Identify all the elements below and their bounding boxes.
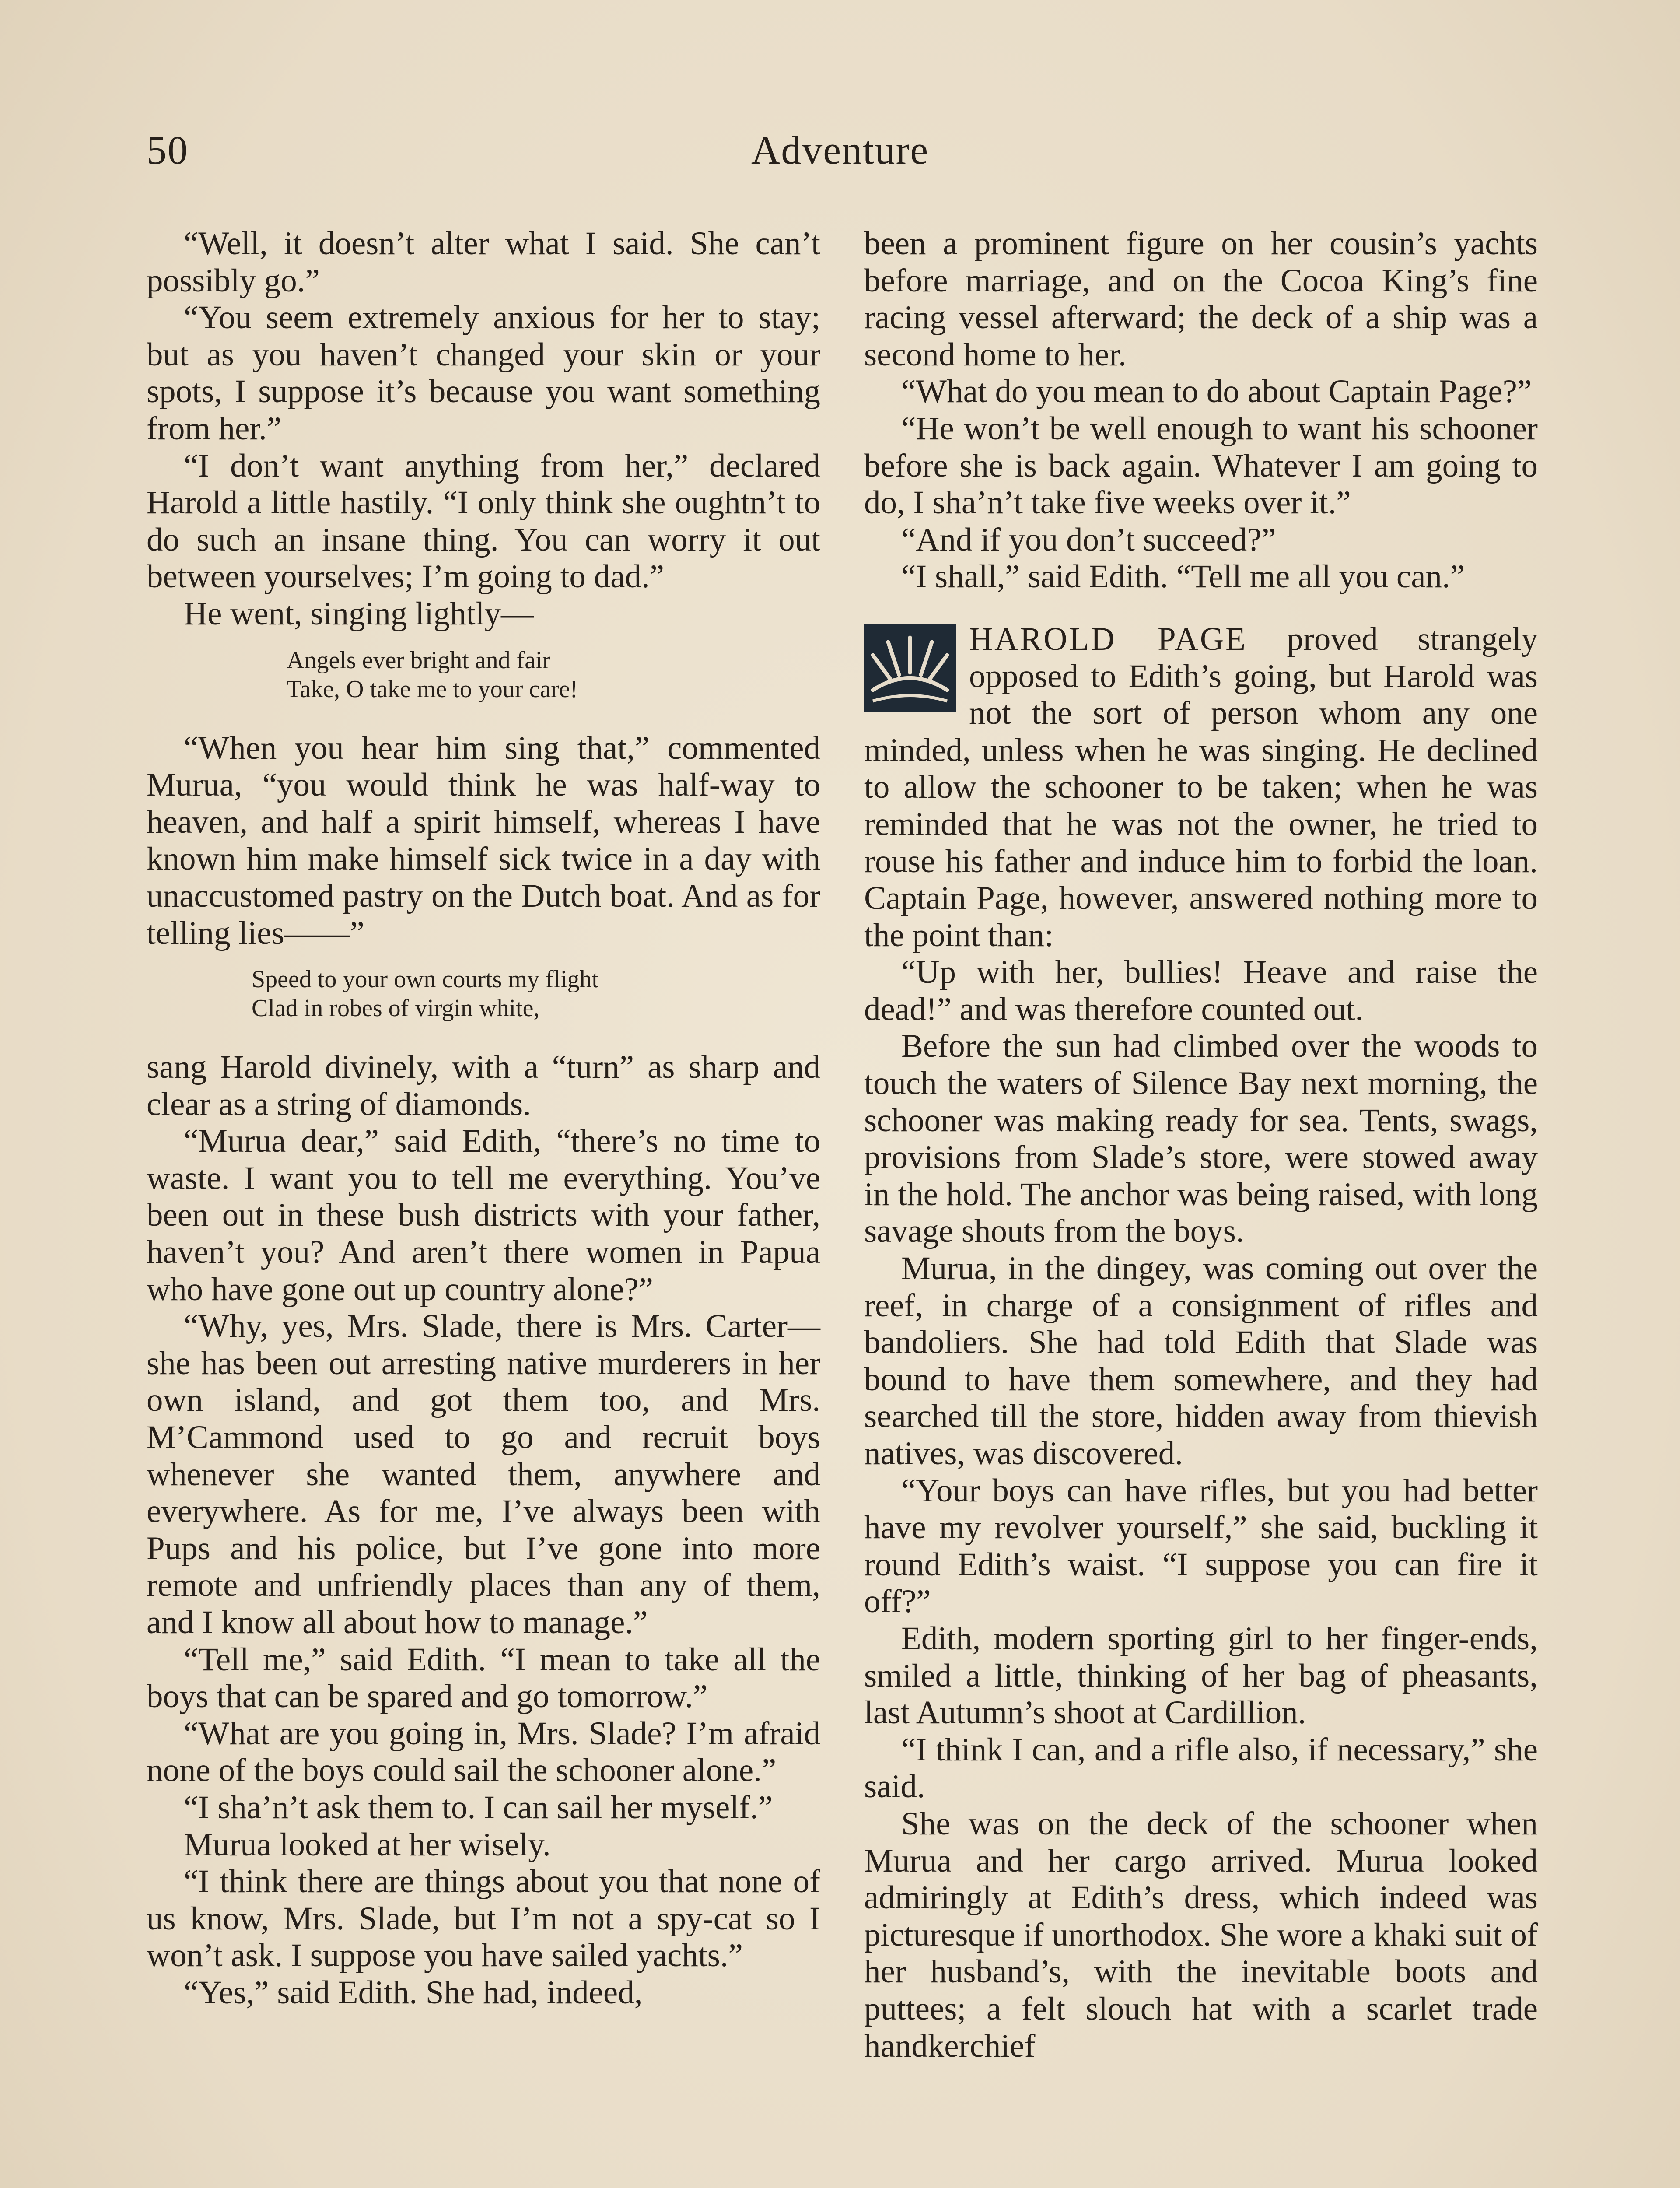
paragraph: “When you hear him sing that,” commented Murua, “you would think he was half-way to heaven, and half a spirit himself, whereas I have known him make himself sick twice in a day with unaccustomed pastry on the Dutch boat. And as for telling lies——” xyxy=(147,729,820,951)
paragraph: “I think there are things about you that none of us know, Mrs. Slade, but I’m not a spy-cat so I won’t ask. I suppose you have sailed yachts.” xyxy=(147,1863,820,1974)
paragraph: “Your boys can have rifles, but you had better have my revolver yourself,” she said, buckling it round Edith’s waist. “I suppose you can fire it off?” xyxy=(864,1472,1538,1620)
section-lead-in: HAROLD PAGE xyxy=(969,621,1247,657)
verse-line: Angels ever bright and fair xyxy=(287,646,551,674)
paragraph: “Yes,” said Edith. She had, indeed, xyxy=(184,1974,643,2011)
paragraph: “He won’t be well enough to want his schooner before she is back again. Whatever I am going to do, I sha’n’t take five weeks over it.” xyxy=(864,410,1538,521)
paragraph: “I sha’n’t ask them to. I can sail her myself.” xyxy=(184,1789,773,1826)
paragraph: sang Harold divinely, with a “turn” as sharp and clear as a string of diamonds. xyxy=(147,1049,820,1122)
paragraph: been a prominent figure on her cousin’s yachts before marriage, and on the Cocoa King’s fine racing vessel afterward; the deck of a ship was a second home to her. xyxy=(864,225,1538,373)
section-break xyxy=(864,621,1538,954)
verse-quote xyxy=(147,646,820,704)
paragraph: “Tell me,” said Edith. “I mean to take all the boys that can be spared and go tomorrow.” xyxy=(147,1641,820,1715)
right-column xyxy=(864,225,1538,2065)
verse-line: Clad in robes of virgin white, xyxy=(252,995,540,1022)
paragraph: “Why, yes, Mrs. Slade, there is Mrs. Carter—she has been out arresting native murderers in her own island, and got them too, and Mrs. M’Cammond used to go and recruit boys whenever she wanted them, anywhere and everywhere. As for me, I’ve always been with Pups and his police, but I’ve gone into more remote and unfriendly places than any of them, and I know all about how to manage.” xyxy=(147,1308,820,1641)
paragraph: “What are you going in, Mrs. Slade? I’m afraid none of the boys could sail the schooner alone.” xyxy=(147,1715,820,1789)
paragraph: “And if you don’t succeed?” xyxy=(901,521,1276,558)
paragraph: Edith, modern sporting girl to her finger-ends, smiled a little, thinking of her bag of pheasants, last Autumn’s shoot at Cardillion. xyxy=(864,1620,1538,1731)
paragraph: He went, singing lightly— xyxy=(184,595,534,632)
paragraph: Murua, in the dingey, was coming out over the reef, in charge of a consignment of rifles and bandoliers. She had told Edith that Slade was bound to have them somewhere, and they had searched till the store, hidden away from thievish natives, was discovered. xyxy=(864,1250,1538,1472)
section-body-text: proved strangely opposed to Edith’s going, but Harold was not the sort of person whom any one minded, unless when he was singing. He declined to allow the schooner to be taken; when he was reminded that he was not the owner, he tried to rouse his father and induce him to forbid the loan. Captain Page, however, answered nothing more to the point than: xyxy=(864,621,1538,954)
paragraph: “Well, it doesn’t alter what I said. She can’t possibly go.” xyxy=(147,225,820,299)
paragraph: “I shall,” said Edith. “Tell me all you can.” xyxy=(901,558,1465,595)
paragraph: “Up with her, bullies! Heave and raise the dead!” and was therefore counted out. xyxy=(864,954,1538,1027)
verse-quote xyxy=(147,965,820,1023)
running-head: Adventure xyxy=(751,128,929,172)
paragraph: “What do you mean to do about Captain Page?” xyxy=(901,373,1532,410)
paragraph: “Murua dear,” said Edith, “there’s no time to waste. I want you to tell me everything. You’ve been out in these bush districts with your father, haven’t you? And aren’t there women in Papua who have gone out up country alone?” xyxy=(147,1123,820,1308)
paragraph: “I think I can, and a rifle also, if necessary,” she said. xyxy=(864,1731,1538,1805)
verse-line: Speed to your own courts my flight xyxy=(252,966,599,993)
left-column xyxy=(147,225,820,2012)
section-opening-paragraph xyxy=(864,621,1538,954)
sunrise-ornament-icon xyxy=(864,624,956,712)
paragraph: She was on the deck of the schooner when Murua and her cargo arrived. Murua looked admiringly at Edith’s dress, which indeed was picturesque if unorthodox. She wore a khaki suit of her husband’s, with the inevitable boots and puttees; a felt slouch hat with a scarlet trade handkerchief xyxy=(864,1805,1538,2064)
verse-line: Take, O take me to your care! xyxy=(287,675,578,703)
paragraph: “You seem extremely anxious for her to stay; but as you haven’t changed your skin or your spots, I suppose it’s because you want something from her.” xyxy=(147,299,820,447)
paragraph: Murua looked at her wisely. xyxy=(184,1826,551,1863)
paragraph: Before the sun had climbed over the woods to touch the waters of Silence Bay next morning, the schooner was making ready for sea. Tents, swags, provisions from Slade’s store, were stowed away in the hold. The anchor was being raised, with long savage shouts from the boys. xyxy=(864,1028,1538,1250)
paragraph: “I don’t want anything from her,” declared Harold a little hastily. “I only think she oughtn’t to do such an insane thing. You can worry it out between yourselves; I’m going to dad.” xyxy=(147,447,820,595)
page-number: 50 xyxy=(147,128,189,172)
